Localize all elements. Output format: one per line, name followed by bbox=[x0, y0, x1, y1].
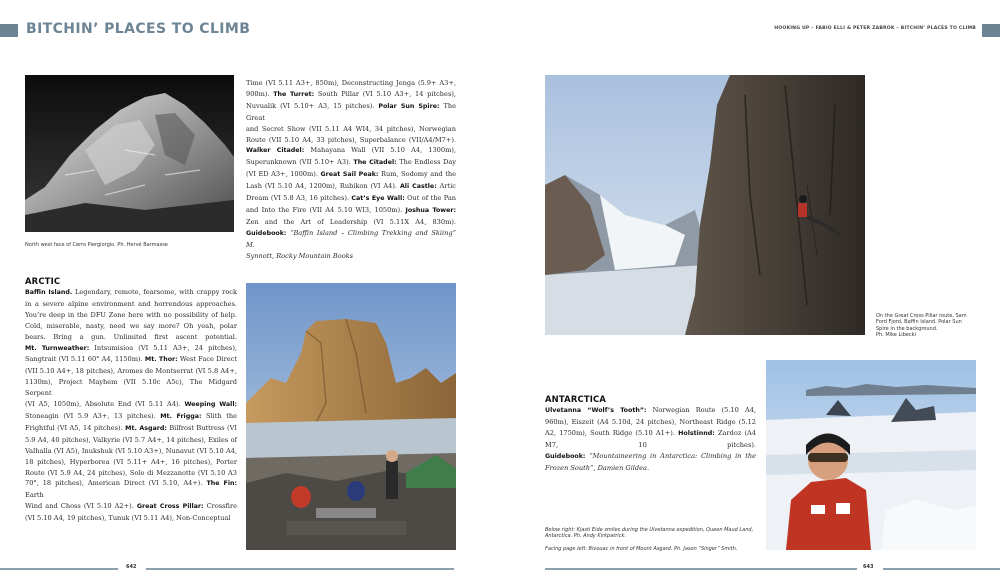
text-run: Route (VII 5.10 A4, 33 pitches), Superbalance (VII/A4/M7+). bbox=[246, 135, 456, 144]
text-run: Superunknown (VII 5.10+ A3). bbox=[246, 158, 354, 167]
text-run: 5.9 A4, 40 pitches), Valkyrie (VI 5.7 A4+, 14 pitches), Exiles of bbox=[25, 435, 237, 444]
text-line bbox=[25, 354, 237, 366]
footer-rule-left-a bbox=[0, 568, 118, 570]
text-run: Zen and the Art of Leadership (VI 5.11X A4, 830m). bbox=[246, 217, 456, 226]
text-run: West Face Direct bbox=[177, 355, 237, 364]
route-name: Holstinnd: bbox=[678, 429, 715, 437]
text-run: South Pillar (VI 5.10 A3+, 14 pitches), bbox=[314, 89, 456, 98]
text-run: Wind and Choss (VI 5.10 A2+). bbox=[25, 502, 137, 511]
heading-antarctica: ANTARCTICA bbox=[545, 394, 607, 404]
text-line bbox=[545, 428, 756, 440]
route-name: Great Sail Peak: bbox=[320, 171, 379, 179]
caption-facing-page: Facing page left: Bivouac in front of Mount Asgard. Ph. Jason “Singer” Smith. bbox=[545, 546, 738, 552]
text-run: Stoneagin (VI 5.9 A3+, 13 pitches). bbox=[25, 411, 161, 420]
route-name: Baffin Island. bbox=[25, 289, 73, 296]
text-line bbox=[545, 451, 756, 463]
text-run: A2, 1750m), South Ridge (5.10 A1+). bbox=[545, 428, 679, 437]
text-run: Crossfire bbox=[203, 502, 238, 511]
text-run: Cold, miserable, nasty, need we say more? Oh yeah, polar bbox=[25, 321, 237, 330]
text-line bbox=[545, 463, 756, 474]
text-run: and Into the Fire (VII A4 5.10 WI3, 1050m). bbox=[246, 205, 406, 214]
photo-antarctica-portrait bbox=[766, 360, 976, 550]
text-run: Zardoz (A4 bbox=[714, 428, 756, 437]
page-title: BITCHIN’ PLACES TO CLIMB bbox=[26, 21, 251, 37]
text-line bbox=[25, 468, 237, 479]
text-line bbox=[545, 417, 756, 428]
caption-below-right: Below right: Kjasti Eide smiles during the Ulvetanna expedition, Queen Maud Land, Antarctica. Ph. Andy Kirkpatrick. bbox=[545, 527, 754, 540]
text-line bbox=[246, 181, 456, 193]
text-run: Slith the bbox=[201, 411, 237, 420]
photo-mount-asgard-bivouac bbox=[246, 283, 456, 550]
text-line bbox=[246, 89, 456, 101]
text-run: Out of the Pan bbox=[404, 194, 457, 203]
text-line bbox=[246, 251, 456, 262]
text-line bbox=[25, 423, 237, 435]
text-line bbox=[25, 411, 237, 423]
header-accent-bar-right bbox=[982, 24, 1000, 37]
text-run: The Great bbox=[246, 101, 456, 122]
text-line bbox=[246, 228, 456, 251]
text-run: in a severe alpine environment and horrendous approaches. bbox=[25, 299, 237, 308]
text-line bbox=[545, 405, 756, 417]
route-name: Cat’s Eye Wall: bbox=[351, 195, 405, 203]
caption-cerro: North west face of Cerro Piergiorgio. Ph. Hervé Barmasse bbox=[25, 242, 168, 248]
route-name: Guidebook: bbox=[545, 452, 586, 460]
text-run: (VI A5, 1050m), Absolute End (VI 5.11 A4). bbox=[25, 400, 185, 409]
text-run: The Endless Day bbox=[396, 158, 456, 167]
text-line bbox=[246, 145, 456, 157]
text-antarctica bbox=[545, 405, 756, 473]
text-run: (VI ED A3+, 1000m). bbox=[246, 170, 321, 179]
text-line bbox=[25, 287, 237, 299]
text-line bbox=[25, 343, 237, 355]
text-run: 960m), Eiszeit (A4 5.10d, 24 pitches), Northeast Ridge (5.12 bbox=[545, 417, 756, 426]
route-name: Mt. Thor: bbox=[144, 356, 178, 364]
text-line bbox=[25, 513, 237, 524]
text-line bbox=[25, 332, 237, 343]
text-run: Intsumisioa (VI 5.11 A3+, 24 pitches), bbox=[89, 343, 237, 352]
text-run: and Secret Show (VII 5.11 A4 WI4, 34 pitches), Norwegian bbox=[246, 124, 456, 133]
caption-line: Ford Fjord, Baffin Island. Polar Sun bbox=[876, 319, 962, 326]
text-run: bears. Bring a gun. Unlimited first ascent potential. bbox=[25, 332, 237, 341]
text-run: 1130m), Project Mayhem (VII 5.10c A5c), The Midgard Serpent bbox=[25, 378, 237, 398]
text-line bbox=[25, 377, 237, 399]
text-run: Legendary, remote, fearsome, with crappy rock bbox=[72, 288, 237, 296]
text-run: 900m). bbox=[246, 89, 274, 98]
text-run: Time (VI 5.11 A3+, 850m), Deconstructing Jenga (5.9+ A3+, bbox=[246, 79, 456, 87]
text-run: Mahayana Wall (VII 5.10 A4, 1300m), bbox=[304, 146, 456, 155]
text-run: Artic bbox=[436, 182, 456, 191]
text-run: Sangtrait (VI 5.11 60° A4, 1150m). bbox=[25, 355, 145, 364]
text-line bbox=[246, 101, 456, 124]
text-run: Frightful (VI A5, 14 pitches). bbox=[25, 423, 126, 432]
text-run: (VI 5.10 A4, 19 pitches), Tunuk (VI 5.11 A4), Non-Conceptual bbox=[25, 514, 231, 523]
text-run: 70°, 18 pitches), American Direct (VI 5.10, A4+). bbox=[25, 479, 207, 488]
text-line bbox=[25, 366, 237, 377]
footer-rule-right-b bbox=[883, 568, 1000, 570]
text-line bbox=[25, 501, 237, 513]
route-name: Ulvetanna “Wolf’s Tooth”: bbox=[545, 407, 647, 414]
header-accent-bar-left bbox=[0, 24, 18, 37]
text-line bbox=[25, 299, 237, 310]
text-run: M7, 10 pitches). bbox=[545, 440, 756, 449]
text-line bbox=[25, 478, 237, 501]
photo-cerro-piergiorgio bbox=[25, 75, 234, 232]
text-arctic-continued bbox=[246, 78, 456, 262]
text-line bbox=[545, 440, 756, 451]
route-name: The Fin: bbox=[206, 480, 238, 488]
route-name: Guidebook: bbox=[246, 229, 287, 237]
text-run: Rum, Sodomy and the bbox=[378, 170, 457, 179]
photo-great-cross-pillar bbox=[545, 75, 865, 335]
text-run: (VII 5.10 A4+, 18 pitches), Aromes de Montserrat (VI 5.8 A4+, bbox=[25, 367, 237, 376]
text-line bbox=[246, 135, 456, 146]
text-line bbox=[246, 157, 456, 169]
heading-arctic: ARCTIC bbox=[25, 276, 61, 286]
text-line bbox=[246, 169, 456, 181]
caption-line: Ph. Mike Libecki bbox=[876, 332, 916, 339]
text-run: Bilfrost Buttress (VI bbox=[166, 423, 237, 432]
text-line bbox=[25, 446, 237, 457]
text-run: Frozen South”, Damien Gildea. bbox=[545, 463, 650, 472]
route-name: The Citadel: bbox=[353, 159, 397, 167]
footer-rule-right-a bbox=[545, 568, 857, 570]
route-name: Weeping Wall: bbox=[184, 401, 238, 409]
text-run: Route (VI 5.9 A4, 24 pitches), Sole di Mezzanotte (VI 5.10 A3 bbox=[25, 468, 237, 477]
folio-right: 643 bbox=[863, 564, 874, 570]
footer-rule-left-b bbox=[146, 568, 454, 570]
text-run: Nuvualik (VI 5.10+ A3, 15 pitches). bbox=[246, 101, 379, 110]
route-name: Ali Castle: bbox=[399, 183, 437, 191]
caption-line: On the Great Cross Pillar route, Sam bbox=[876, 313, 967, 319]
text-run: Norwegian Route (5.10 A4, bbox=[646, 406, 756, 414]
text-line bbox=[25, 399, 237, 411]
text-line bbox=[25, 435, 237, 446]
text-run: “Mountaineering in Antarctica: Climbing in the bbox=[585, 451, 756, 460]
text-line bbox=[246, 217, 456, 228]
route-name: Polar Sun Spire: bbox=[378, 102, 440, 110]
text-run: Dream (VI 5.8 A3, 16 pitches). bbox=[246, 194, 352, 203]
text-line bbox=[25, 457, 237, 468]
text-run: “Baffin Island – Climbing Trekking and Skiing” M. bbox=[246, 228, 456, 249]
text-run: Valhalla (VI A5), Inukshuk (VI 5.10 A3+), Nunavut (VI 5.10 A4, bbox=[25, 446, 237, 455]
caption-great-cross-pillar bbox=[876, 313, 976, 339]
text-arctic bbox=[25, 287, 237, 524]
route-name: Joshua Tower: bbox=[405, 206, 457, 214]
text-run: Earth bbox=[25, 491, 44, 500]
text-line bbox=[246, 124, 456, 135]
route-name: Mt. Asgard: bbox=[125, 424, 167, 432]
folio-left: 642 bbox=[126, 564, 137, 570]
route-name: Great Cross Pillar: bbox=[136, 503, 204, 511]
route-name: Walker Citadel: bbox=[246, 147, 305, 155]
text-run: Synnott, Rocky Mountain Books bbox=[246, 251, 354, 260]
running-head: HOOKING UP – FABIO ELLI & PETER ZABROK – BITCHIN’ PLACES TO CLIMB bbox=[774, 26, 976, 31]
route-name: Mt. Frigga: bbox=[160, 412, 202, 420]
text-line bbox=[25, 310, 237, 321]
text-line bbox=[246, 193, 456, 205]
text-line bbox=[246, 78, 456, 89]
caption-line: Spire in the background. bbox=[876, 325, 938, 332]
text-line bbox=[246, 205, 456, 217]
text-line bbox=[25, 321, 237, 332]
route-name: The Turret: bbox=[273, 90, 315, 98]
text-run: Lash (VI 5.10 A4, 1200m), Rubikon (VI A4). bbox=[246, 182, 400, 191]
text-run: 18 pitches), Hyperborea (VI 5.11+ A4+, 16 pitches), Porter bbox=[25, 457, 237, 466]
route-name: Mt. Turnweather: bbox=[25, 344, 90, 352]
text-run: You’re deep in the DFU Zone here with no possibility of help. bbox=[25, 310, 237, 319]
